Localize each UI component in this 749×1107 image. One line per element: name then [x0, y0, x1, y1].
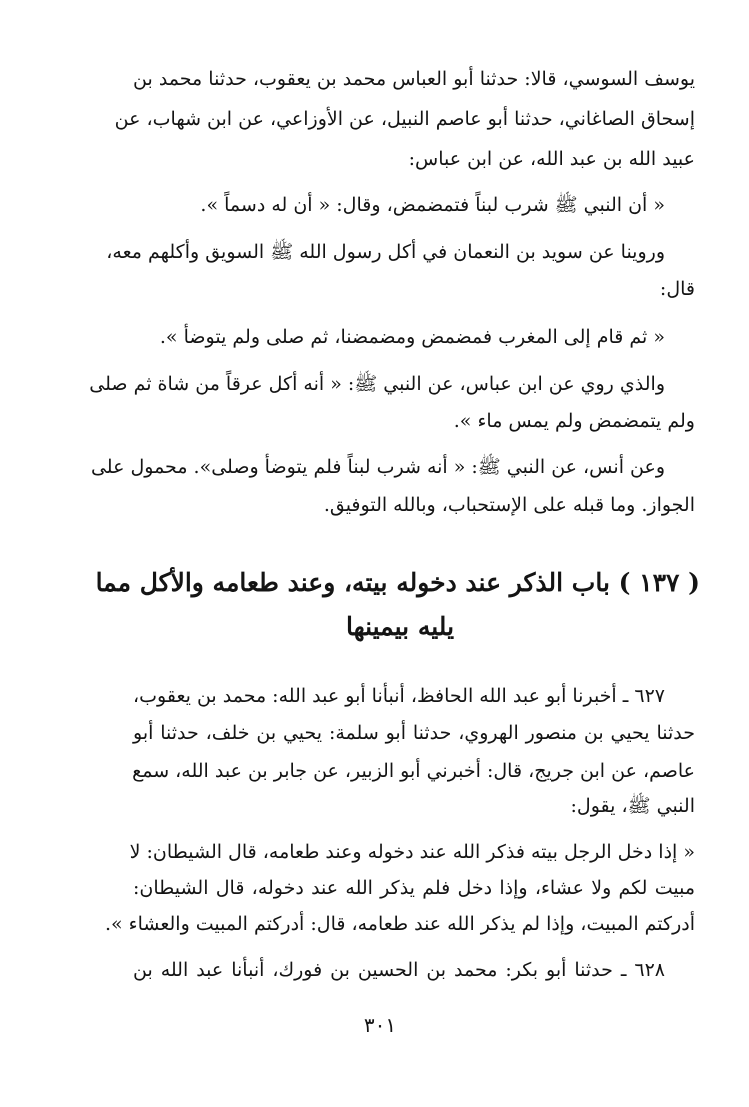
quote-line: أدركتم المبيت، وإذا لم يذكر الله عند طعامه، قال: أدركتم المبيت والعشاء ».	[104, 913, 695, 935]
hadith-line: ٦٢٨ ـ حدثنا أبو بكر: محمد بن الحسين بن فورك، أنبأنا عبد الله بن	[133, 959, 665, 981]
body-line: قال:	[659, 278, 695, 300]
quote-line: « إذا دخل الرجل بيته فذكر الله عند دخوله وعند طعامه، قال الشيطان: لا	[129, 841, 695, 863]
hadith-line: النبي ﷺ، يقول:	[570, 795, 695, 817]
hadith-line: ٦٢٧ ـ أخبرنا أبو عبد الله الحافظ، أنبأنا أبو عبد الله: محمد بن يعقوب،	[133, 685, 665, 707]
body-line: والذي روي عن ابن عباس، عن النبي ﷺ: « أنه أكل عرقاً من شاة ثم صلى	[89, 373, 665, 395]
hadith-line: حدثنا يحيي بن منصور الهروي، حدثنا أبو سلمة: يحيي بن خلف، حدثنا أبو	[133, 722, 695, 744]
chapter-heading: ( ١٣٧ ) باب الذكر عند دخوله بيته، وعند طعامه والأكل مما	[95, 568, 700, 597]
quote-line: « أن النبي ﷺ شرب لبناً فتمضمض، وقال: « أن له دسماً ».	[200, 194, 665, 216]
quote-line: مبيت لكم ولا عشاء، وإذا دخل فلم يذكر الله عند دخوله، قال الشيطان:	[133, 877, 695, 899]
chapter-heading-continuation: يليه بيمينها	[345, 612, 455, 641]
body-line: وعن أنس، عن النبي ﷺ: « أنه شرب لبناً فلم يتوضأ وصلى». محمول على	[90, 456, 665, 478]
quote-line: « ثم قام إلى المغرب فمضمض ومضمضنا، ثم صلى ولم يتوضأ ».	[159, 326, 665, 348]
body-line: وروينا عن سويد بن النعمان في أكل رسول الله ﷺ السويق وأكلهم معه،	[106, 241, 665, 263]
body-line: الجواز. وما قبله على الإستحباب، وبالله التوفيق.	[323, 494, 695, 516]
body-line: إسحاق الصاغاني، حدثنا أبو عاصم النبيل، عن الأوزاعي، عن ابن شهاب، عن	[114, 108, 695, 130]
page-number: ٣٠١	[363, 1013, 397, 1037]
hadith-line: عاصم، عن ابن جريج، قال: أخبرني أبو الزبير، عن جابر بن عبد الله، سمع	[132, 760, 695, 782]
body-line: يوسف السوسي، قالا: حدثنا أبو العباس محمد بن يعقوب، حدثنا محمد بن	[133, 68, 695, 90]
body-line: عبيد الله بن عبد الله، عن ابن عباس:	[408, 148, 695, 170]
body-line: ولم يتمضمض ولم يمس ماء ».	[453, 410, 695, 432]
